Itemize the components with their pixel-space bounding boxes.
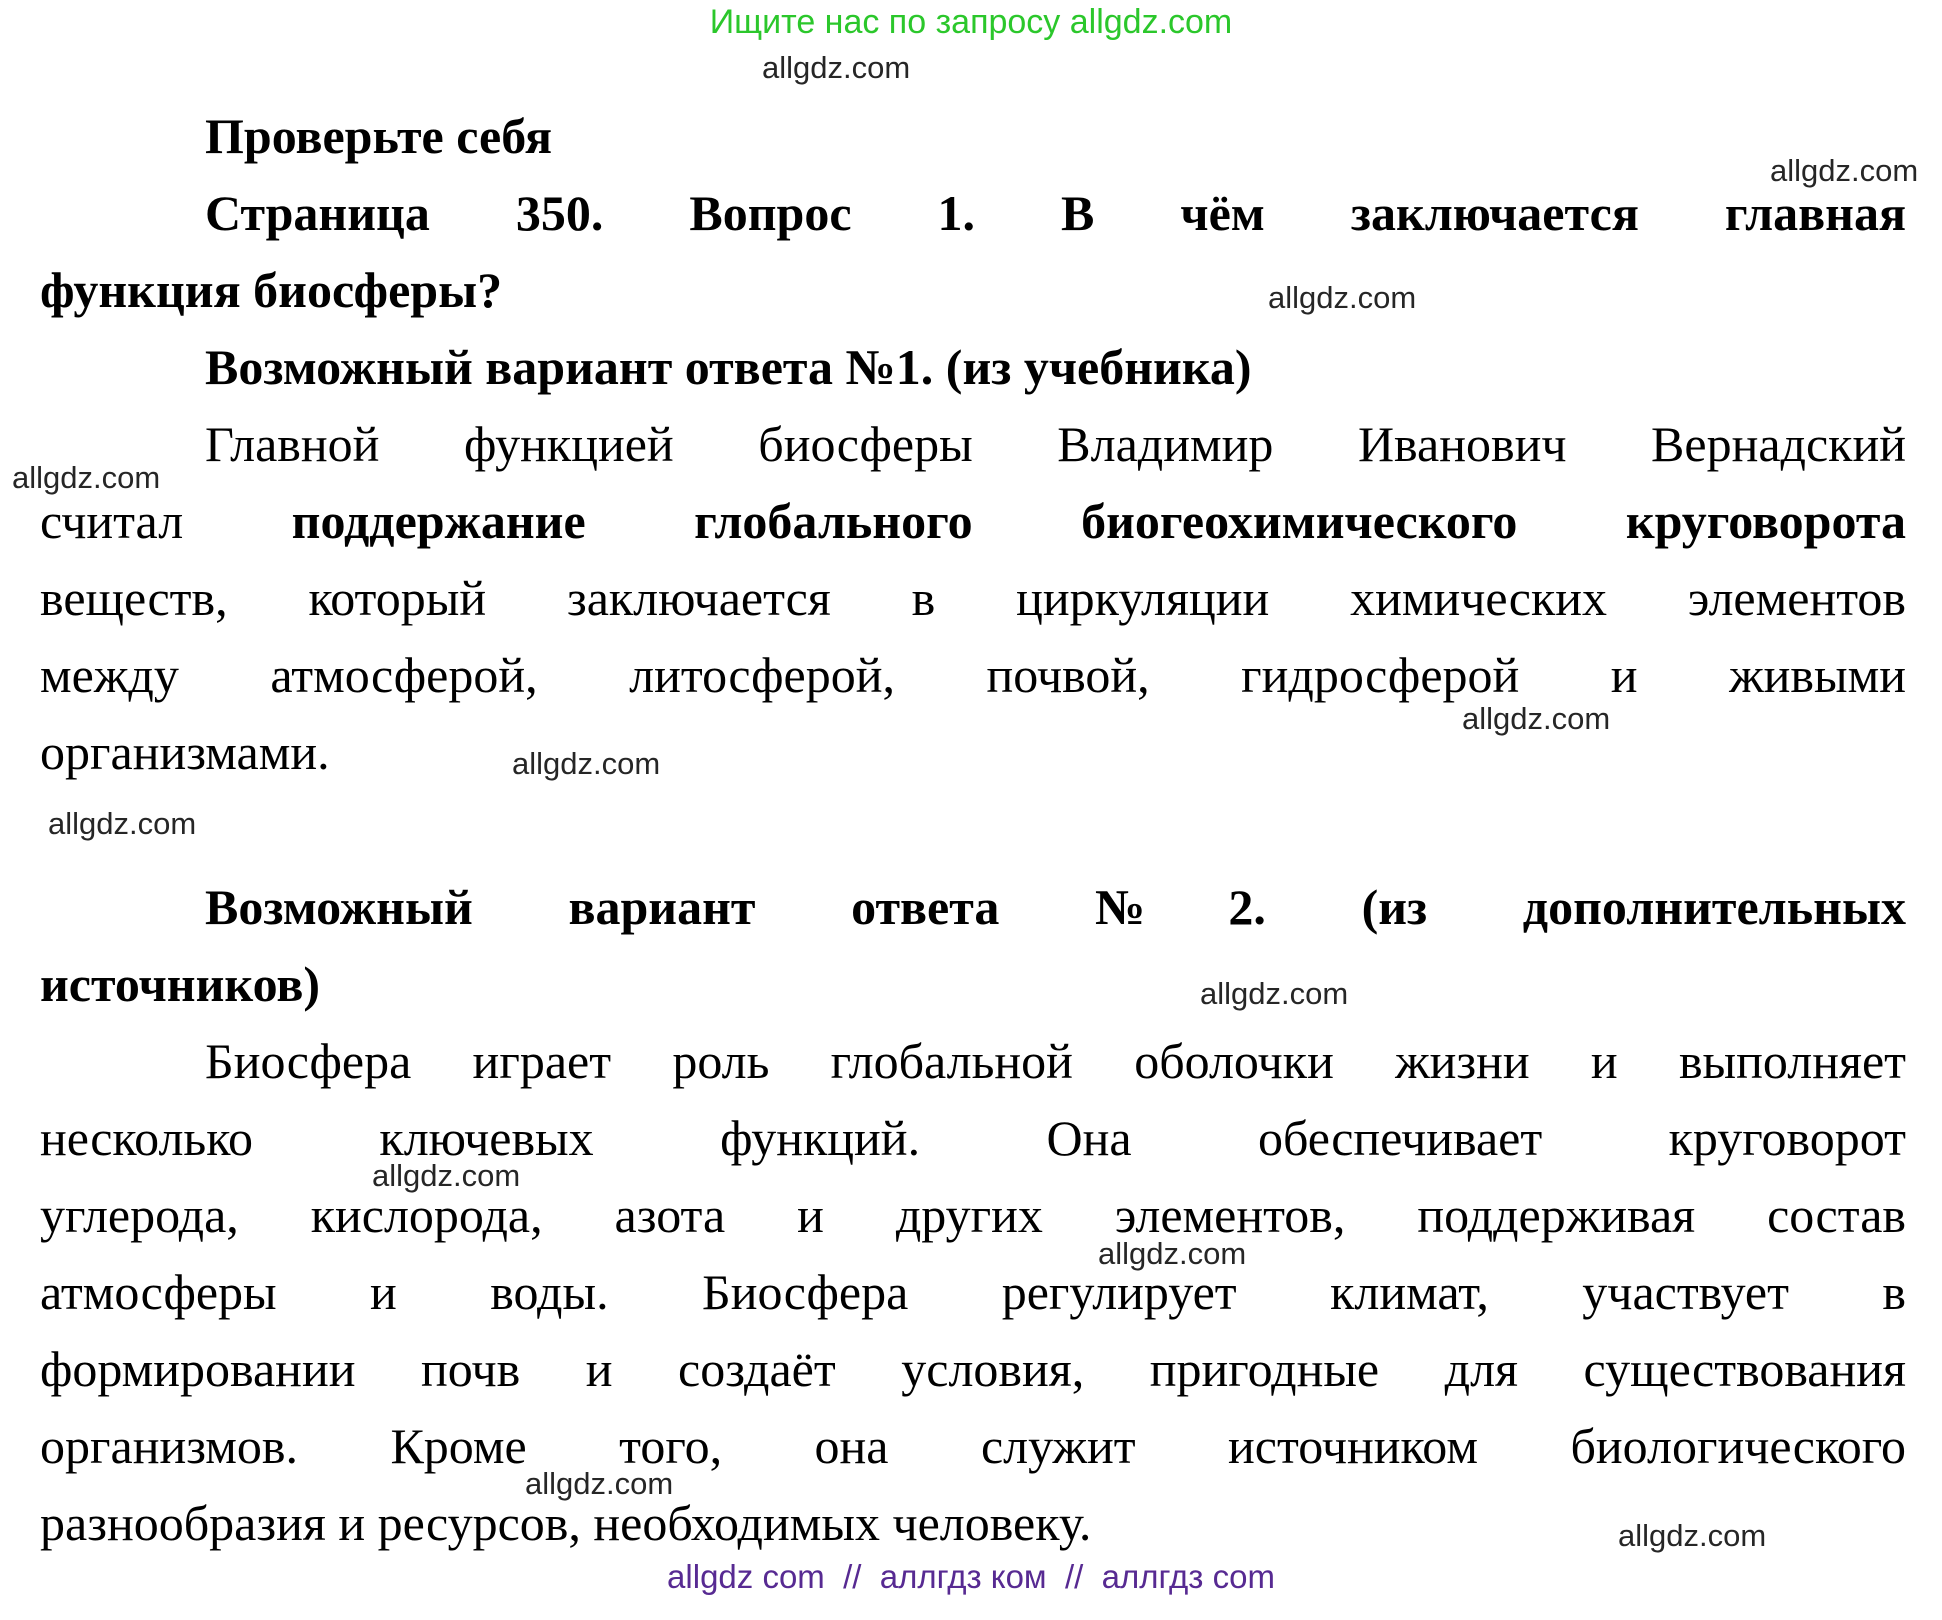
- text-line: [40, 1254, 1906, 1331]
- text-line: [40, 252, 1906, 329]
- text-segment: разнообразия и ресурсов, необходимых человеку.: [40, 1495, 1092, 1551]
- text-line: [40, 869, 1906, 946]
- text-line: [40, 175, 1906, 252]
- watermark-text: allgdz.com: [48, 806, 197, 841]
- text-segment: Возможный вариант ответа №2. (из дополнительных: [205, 879, 1906, 935]
- promo-banner: Ищите нас по запросу allgdz.com: [709, 3, 1233, 41]
- text-segment: организмов. Кроме того, она служит источником биологического: [40, 1418, 1906, 1474]
- watermark-text: allgdz.com: [12, 460, 161, 495]
- text-line: [40, 637, 1906, 714]
- text-line: [40, 1408, 1906, 1485]
- watermark-text: allgdz.com: [1770, 153, 1919, 188]
- watermark-text: allgdz.com: [525, 1466, 674, 1501]
- text-segment: Страница 350. Вопрос 1. В чём заключается главная: [205, 185, 1906, 241]
- text-line: [40, 1177, 1906, 1254]
- text-segment: несколько ключевых функций. Она обеспечивает круговорот: [40, 1110, 1906, 1166]
- watermark-text: allgdz.com: [512, 746, 661, 781]
- watermark-text: allgdz.com: [1268, 280, 1417, 315]
- text-line: [40, 406, 1906, 483]
- watermark-text: allgdz.com: [372, 1158, 521, 1193]
- document-body: [40, 98, 1906, 1562]
- watermark-text: allgdz.com: [762, 50, 911, 85]
- watermark-text: allgdz.com: [1618, 1518, 1767, 1553]
- text-segment: Возможный вариант ответа №1. (из учебника): [205, 339, 1252, 395]
- text-line: [40, 98, 1906, 175]
- text-line: [40, 1331, 1906, 1408]
- footer-banner: allgdz com // аллгдз ком // аллгдз com: [667, 1558, 1275, 1595]
- text-segment: Биосфера играет роль глобальной оболочки жизни и выполняет: [205, 1033, 1906, 1089]
- text-segment: источников): [40, 956, 320, 1012]
- text-line: [40, 560, 1906, 637]
- text-line: [40, 1023, 1906, 1100]
- text-segment: функция биосферы?: [40, 262, 503, 318]
- text-segment: формировании почв и создаёт условия, пригодные для существования: [40, 1341, 1906, 1397]
- text-segment: углерода, кислорода, азота и других элементов, поддерживая состав: [40, 1187, 1906, 1243]
- watermark-text: allgdz.com: [1098, 1236, 1247, 1271]
- text-line: [40, 714, 1906, 791]
- text-line: [40, 1100, 1906, 1177]
- watermark-text: allgdz.com: [1462, 701, 1611, 736]
- text-segment: считал: [40, 493, 292, 549]
- watermark-text: allgdz.com: [1200, 976, 1349, 1011]
- text-segment: организмами.: [40, 724, 330, 780]
- text-line: [40, 946, 1906, 1023]
- text-segment: Проверьте себя: [205, 108, 553, 164]
- text-line: [40, 1485, 1906, 1562]
- text-segment: веществ, который заключается в циркуляции химических элементов: [40, 570, 1906, 626]
- text-segment: между атмосферой, литосферой, почвой, гидросферой и живыми: [40, 647, 1906, 703]
- text-segment: поддержание глобального биогеохимического круговорота: [291, 493, 1906, 549]
- text-segment: Главной функцией биосферы Владимир Иванович Вернадский: [205, 416, 1906, 472]
- text-segment: атмосферы и воды. Биосфера регулирует климат, участвует в: [40, 1264, 1906, 1320]
- text-line: [40, 483, 1906, 560]
- text-line: [40, 329, 1906, 406]
